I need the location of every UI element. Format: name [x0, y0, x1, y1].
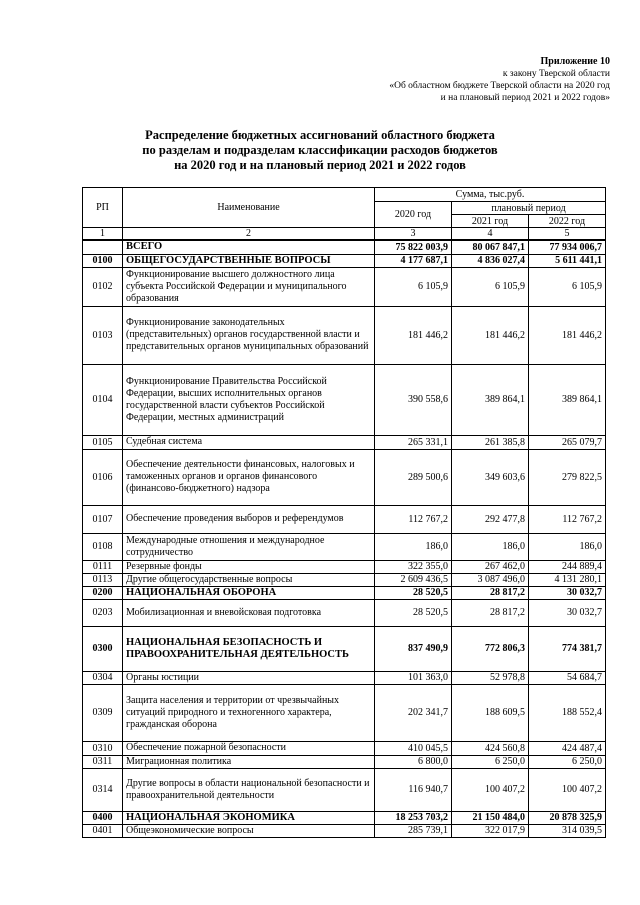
appendix-line: и на плановый период 2021 и 2022 годов»	[440, 93, 610, 103]
row-value-2022: 314 039,5	[529, 824, 606, 837]
row-value-2021: 181 446,2	[452, 306, 529, 364]
row-code: 0200	[83, 586, 123, 599]
appendix-title: Приложение 10	[540, 56, 610, 67]
row-value-2020: 75 822 003,9	[375, 240, 452, 254]
row-code: 0300	[83, 626, 123, 671]
row-name: Обеспечение деятельности финансовых, налоговых и таможенных органов и органов финансового (финансово-бюджетного) надзора	[123, 449, 375, 505]
row-code: 0310	[83, 741, 123, 755]
table-row	[83, 306, 606, 364]
row-name: Обеспечение пожарной безопасности	[123, 741, 375, 755]
row-code: 0103	[83, 306, 123, 364]
table-row	[83, 533, 606, 560]
row-value-2022: 112 767,2	[529, 505, 606, 533]
row-value-2022: 20 878 325,9	[529, 811, 606, 824]
row-value-2022: 6 250,0	[529, 755, 606, 768]
row-name: ОБЩЕГОСУДАРСТВЕННЫЕ ВОПРОСЫ	[123, 254, 375, 267]
table-row	[83, 586, 606, 599]
table-row	[83, 560, 606, 573]
header-name: Наименование	[123, 188, 375, 228]
table-row	[83, 240, 606, 254]
row-value-2021: 772 806,3	[452, 626, 529, 671]
row-value-2020: 285 739,1	[375, 824, 452, 837]
row-name: Органы юстиции	[123, 671, 375, 684]
row-value-2022: 774 381,7	[529, 626, 606, 671]
row-code: 0203	[83, 599, 123, 626]
appendix-line: «Об областном бюджете Тверской области на 2020 год	[389, 81, 610, 91]
table-row	[83, 573, 606, 586]
row-value-2022: 188 552,4	[529, 684, 606, 741]
row-value-2020: 2 609 436,5	[375, 573, 452, 586]
row-value-2021: 28 817,2	[452, 599, 529, 626]
table-row	[83, 364, 606, 435]
row-value-2022: 424 487,4	[529, 741, 606, 755]
row-value-2020: 410 045,5	[375, 741, 452, 755]
index-cell: 2	[123, 228, 375, 241]
index-cell: 1	[83, 228, 123, 241]
row-value-2021: 80 067 847,1	[452, 240, 529, 254]
row-name: Функционирование Правительства Российской Федерации, высших исполнительных органов государственной власти субъектов Российской Федерации, местных администраций	[123, 364, 375, 435]
row-value-2020: 116 940,7	[375, 768, 452, 811]
row-value-2021: 292 477,8	[452, 505, 529, 533]
row-value-2021: 100 407,2	[452, 768, 529, 811]
row-code: 0309	[83, 684, 123, 741]
row-value-2020: 202 341,7	[375, 684, 452, 741]
row-value-2022: 77 934 006,7	[529, 240, 606, 254]
row-name: Функционирование законодательных (представительных) органов государственной власти и представительных органов муниципальных образований	[123, 306, 375, 364]
row-code: 0401	[83, 824, 123, 837]
header-2021: 2021 год	[452, 215, 529, 228]
row-value-2022: 181 446,2	[529, 306, 606, 364]
row-name: НАЦИОНАЛЬНАЯ БЕЗОПАСНОСТЬ И ПРАВООХРАНИТЕЛЬНАЯ ДЕЯТЕЛЬНОСТЬ	[123, 626, 375, 671]
row-code	[83, 240, 123, 254]
table-row	[83, 505, 606, 533]
row-code: 0108	[83, 533, 123, 560]
row-value-2021: 4 836 027,4	[452, 254, 529, 267]
row-code: 0400	[83, 811, 123, 824]
row-value-2020: 186,0	[375, 533, 452, 560]
row-value-2022: 30 032,7	[529, 586, 606, 599]
index-cell: 5	[529, 228, 606, 241]
row-name: НАЦИОНАЛЬНАЯ ЭКОНОМИКА	[123, 811, 375, 824]
index-row	[83, 228, 606, 241]
row-value-2022: 6 105,9	[529, 267, 606, 306]
row-value-2020: 18 253 703,2	[375, 811, 452, 824]
row-value-2021: 424 560,8	[452, 741, 529, 755]
table-row	[83, 755, 606, 768]
row-value-2020: 101 363,0	[375, 671, 452, 684]
row-name: Мобилизационная и вневойсковая подготовка	[123, 599, 375, 626]
row-name: Резервные фонды	[123, 560, 375, 573]
table-row	[83, 811, 606, 824]
row-code: 0113	[83, 573, 123, 586]
row-value-2020: 322 355,0	[375, 560, 452, 573]
header-2022: 2022 год	[529, 215, 606, 228]
row-value-2021: 28 817,2	[452, 586, 529, 599]
table-row	[83, 449, 606, 505]
table-row	[83, 435, 606, 449]
row-value-2022: 265 079,7	[529, 435, 606, 449]
row-code: 0107	[83, 505, 123, 533]
row-code: 0104	[83, 364, 123, 435]
row-code: 0102	[83, 267, 123, 306]
row-code: 0106	[83, 449, 123, 505]
row-name: Защита населения и территории от чрезвычайных ситуаций природного и техногенного характера, гражданская оборона	[123, 684, 375, 741]
table-row	[83, 626, 606, 671]
header-planned: плановый период	[452, 202, 606, 215]
table-row	[83, 824, 606, 837]
row-code: 0111	[83, 560, 123, 573]
table-row	[83, 254, 606, 267]
row-name: Международные отношения и международное сотрудничество	[123, 533, 375, 560]
row-value-2022: 100 407,2	[529, 768, 606, 811]
table-row	[83, 741, 606, 755]
row-value-2021: 188 609,5	[452, 684, 529, 741]
document-title	[0, 128, 640, 173]
row-code: 0311	[83, 755, 123, 768]
row-value-2021: 322 017,9	[452, 824, 529, 837]
row-name: ВСЕГО	[123, 240, 375, 254]
row-value-2020: 112 767,2	[375, 505, 452, 533]
header-2020: 2020 год	[375, 202, 452, 228]
row-value-2021: 186,0	[452, 533, 529, 560]
row-value-2022: 186,0	[529, 533, 606, 560]
row-code: 0105	[83, 435, 123, 449]
table-row	[83, 684, 606, 741]
row-value-2020: 837 490,9	[375, 626, 452, 671]
table-row	[83, 671, 606, 684]
row-value-2020: 6 800,0	[375, 755, 452, 768]
row-value-2021: 389 864,1	[452, 364, 529, 435]
row-value-2020: 28 520,5	[375, 586, 452, 599]
table-row	[83, 267, 606, 306]
appendix-header	[389, 56, 610, 104]
row-value-2020: 6 105,9	[375, 267, 452, 306]
row-value-2020: 390 558,6	[375, 364, 452, 435]
row-value-2021: 52 978,8	[452, 671, 529, 684]
row-value-2022: 54 684,7	[529, 671, 606, 684]
row-value-2021: 3 087 496,0	[452, 573, 529, 586]
row-name: Функционирование высшего должностного лица субъекта Российской Федерации и муниципального образования	[123, 267, 375, 306]
row-value-2021: 6 105,9	[452, 267, 529, 306]
row-value-2020: 265 331,1	[375, 435, 452, 449]
row-name: Обеспечение проведения выборов и референдумов	[123, 505, 375, 533]
row-value-2021: 349 603,6	[452, 449, 529, 505]
row-name: Миграционная политика	[123, 755, 375, 768]
row-name: Общеэкономические вопросы	[123, 824, 375, 837]
document-title-line: Распределение бюджетных ассигнований областного бюджета	[145, 128, 495, 142]
row-value-2022: 279 822,5	[529, 449, 606, 505]
row-name: НАЦИОНАЛЬНАЯ ОБОРОНА	[123, 586, 375, 599]
index-cell: 4	[452, 228, 529, 241]
row-value-2022: 5 611 441,1	[529, 254, 606, 267]
table-row	[83, 599, 606, 626]
row-value-2022: 244 889,4	[529, 560, 606, 573]
table-row	[83, 768, 606, 811]
row-value-2021: 21 150 484,0	[452, 811, 529, 824]
row-code: 0100	[83, 254, 123, 267]
row-value-2021: 267 462,0	[452, 560, 529, 573]
row-value-2022: 4 131 280,1	[529, 573, 606, 586]
row-value-2021: 261 385,8	[452, 435, 529, 449]
document-title-line: на 2020 год и на плановый период 2021 и 2022 годов	[174, 158, 466, 172]
row-name: Судебная система	[123, 435, 375, 449]
row-value-2022: 389 864,1	[529, 364, 606, 435]
row-value-2020: 28 520,5	[375, 599, 452, 626]
appendix-line: к закону Тверской области	[502, 69, 610, 79]
row-name: Другие общегосударственные вопросы	[123, 573, 375, 586]
row-code: 0314	[83, 768, 123, 811]
document-title-line: по разделам и подразделам классификации расходов бюджетов	[142, 143, 498, 157]
header-sum: Сумма, тыс.руб.	[375, 188, 606, 202]
row-value-2021: 6 250,0	[452, 755, 529, 768]
budget-table	[82, 187, 606, 838]
row-code: 0304	[83, 671, 123, 684]
row-value-2022: 30 032,7	[529, 599, 606, 626]
row-name: Другие вопросы в области национальной безопасности и правоохранительной деятельности	[123, 768, 375, 811]
row-value-2020: 181 446,2	[375, 306, 452, 364]
header-rp: РП	[83, 188, 123, 228]
row-value-2020: 4 177 687,1	[375, 254, 452, 267]
row-value-2020: 289 500,6	[375, 449, 452, 505]
index-cell: 3	[375, 228, 452, 241]
